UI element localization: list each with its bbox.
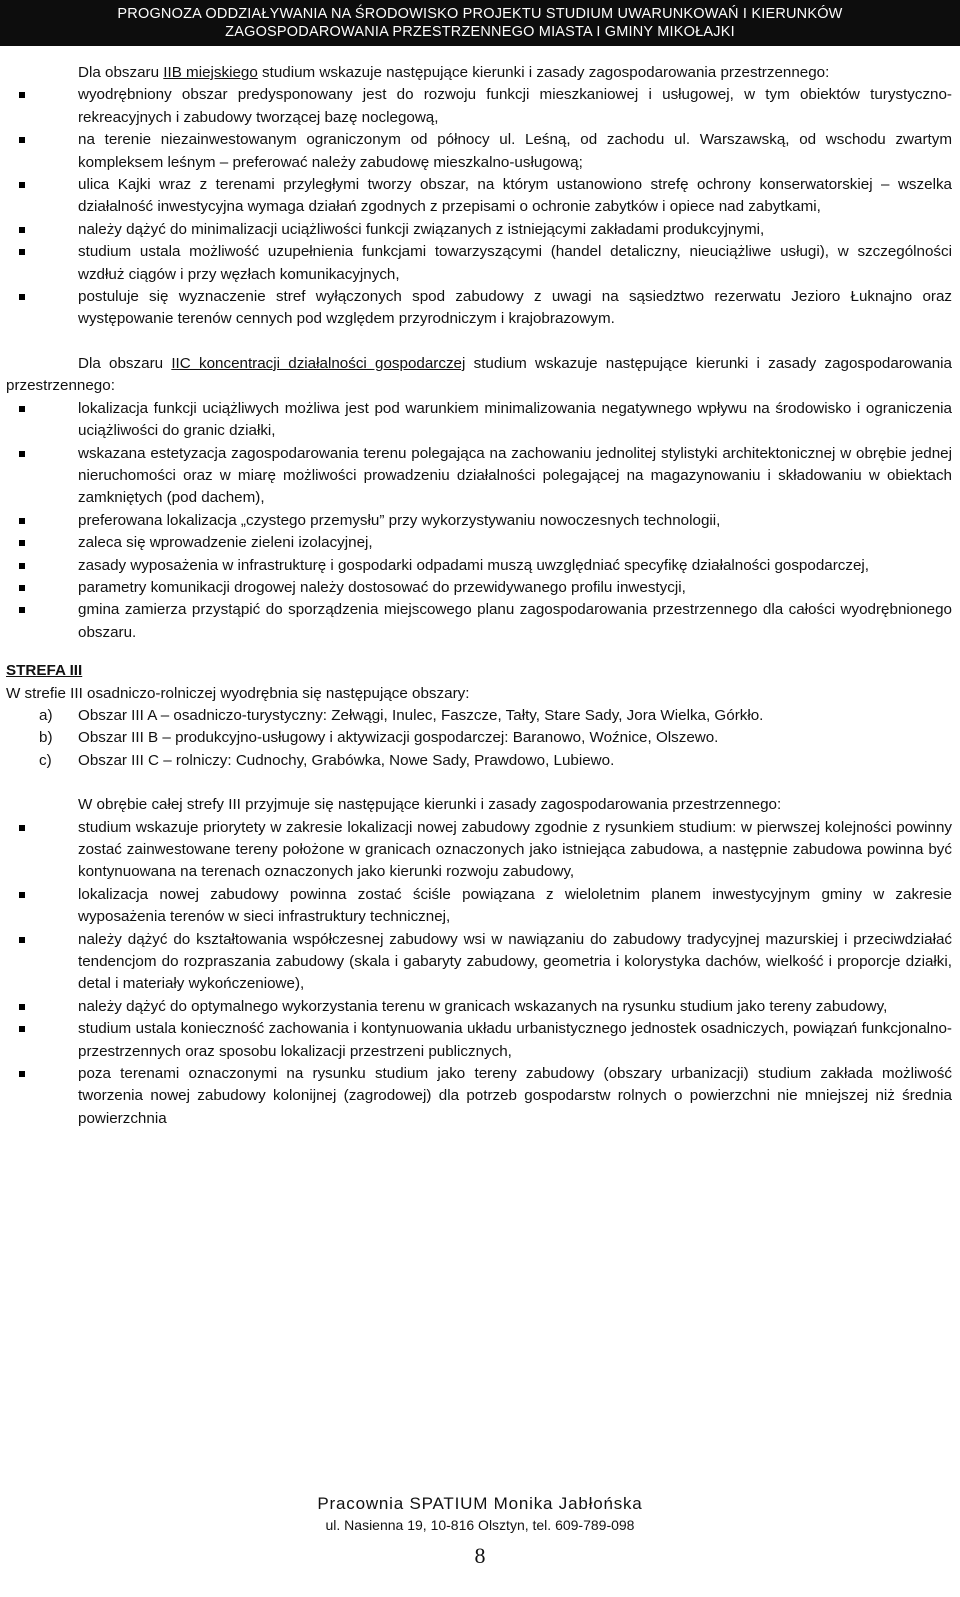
iib-lead: Dla obszaru xyxy=(78,64,164,81)
iic-area-name: IIC koncentracji działalności gospodarczej xyxy=(171,354,466,372)
spacer xyxy=(6,644,952,660)
list-item xyxy=(39,705,952,727)
strefa-area-list xyxy=(6,705,952,772)
list-marker: b) xyxy=(39,729,53,747)
iic-lead: Dla obszaru xyxy=(78,354,172,372)
list-item: lokalizacja nowej zabudowy powinna zostać ściśle powiązana z wieloletnim planem inwestycyjnym gminy w zakresie wyposażenia terenów w sieci infrastruktury technicznej, xyxy=(78,884,952,929)
iic-intro xyxy=(6,353,952,398)
list-item: zasady wyposażenia w infrastrukturę i gospodarki odpadami muszą uwzględniać specyfikę działalności gospodarczej, xyxy=(78,555,952,577)
list-item: zaleca się wprowadzenie zieleni izolacyjnej, xyxy=(78,532,952,554)
iib-area-name: IIB miejskiego xyxy=(163,64,258,81)
list-item: należy dążyć do minimalizacji uciążliwości funkcji związanych z istniejącymi zakładami produkcyjnymi, xyxy=(78,219,952,241)
list-item xyxy=(39,750,952,772)
iib-intro xyxy=(6,62,952,84)
strefa-bullet-list xyxy=(6,817,952,1131)
list-item: ulica Kajki wraz z terenami przyległymi tworzy obszar, na którym ustanowiono strefę ochrony konserwatorskiej – wszelka działalność inwestycyjna wymaga działań zgodnych z przepisami o ochronie zabytków i opiece nad zabytkami, xyxy=(78,174,952,219)
document-body xyxy=(6,62,952,1130)
list-item: preferowana lokalizacja „czystego przemysłu” przy wykorzystywaniu nowoczesnych technologii, xyxy=(78,510,952,532)
footer-company: Pracownia SPATIUM Monika Jabłońska xyxy=(317,1494,643,1513)
list-item-text: Obszar III C – rolniczy: Cudnochy, Grabówka, Nowe Sady, Prawdowo, Lubiewo. xyxy=(78,751,615,769)
list-item-text: Obszar III B – produkcyjno-usługowy i aktywizacji gospodarczej: Baranowo, Woźnice, Olszewo. xyxy=(78,729,719,747)
list-item xyxy=(39,727,952,749)
page-number: 8 xyxy=(474,1543,486,1568)
list-item: wyodrębniony obszar predysponowany jest do rozwoju funkcji mieszkaniowej i usługowej, w tym obiektów turystyczno-rekreacyjnych i zabudowy tworzącej bazę noclegową, xyxy=(78,84,952,129)
list-marker: c) xyxy=(39,751,52,769)
iib-bullet-list xyxy=(6,84,952,330)
list-item: należy dążyć do optymalnego wykorzystania terenu w granicach wskazanych na rysunku studium jako tereny zabudowy, xyxy=(78,996,952,1018)
spacer xyxy=(6,772,952,794)
iib-rest: studium wskazuje następujące kierunki i zasady zagospodarowania przestrzennego: xyxy=(257,64,830,81)
list-item: gmina zamierza przystąpić do sporządzenia miejscowego planu zagospodarowania przestrzennego dla całości wyodrębnionego obszaru. xyxy=(78,599,952,644)
document-footer xyxy=(0,1493,960,1569)
list-marker: a) xyxy=(39,706,53,724)
list-item: poza terenami oznaczonymi na rysunku studium jako tereny zabudowy (obszary urbanizacji) studium zakłada możliwość tworzenia nowej zabudowy kolonijnej (zagrodowej) dla potrzeb gospodarstw rolnych o powierzchni nie mniejszej niż średnia powierzchnia xyxy=(78,1063,952,1130)
iic-bullet-list xyxy=(6,398,952,644)
strefa-heading: STREFA III xyxy=(6,662,83,680)
header-line-2: ZAGOSPODAROWANIA PRZESTRZENNEGO MIASTA I GMINY MIKOŁAJKI xyxy=(225,24,735,40)
spacer xyxy=(6,331,952,353)
list-item: studium ustala konieczność zachowania i kontynuowania układu urbanistycznego jednostek osadniczych, powiązań funkcjonalno-przestrzennych oraz sposobu lokalizacji przestrzeni publicznych, xyxy=(78,1018,952,1063)
list-item: wskazana estetyzacja zagospodarowania terenu polegająca na zachowaniu jednolitej stylistyki architektonicznej w obrębie jednej nieruchomości oraz w miarę możliwości prowadzeniu działalności polegającej na magazynowaniu i składowaniu w obiektach zamkniętych (pod dachem), xyxy=(78,443,952,510)
header-line-1: PROGNOZA ODDZIAŁYWANIA NA ŚRODOWISKO PROJEKTU STUDIUM UWARUNKOWAŃ I KIERUNKÓW xyxy=(117,6,843,22)
strefa-paragraph: W obrębie całej strefy III przyjmuje się następujące kierunki i zasady zagospodarowania przestrzennego: xyxy=(78,796,782,814)
iic-rest: studium wskazuje następujące kierunki i zasady zagospodarowania przestrzennego: xyxy=(6,354,952,395)
footer-address: ul. Nasienna 19, 10-816 Olsztyn, tel. 609-789-098 xyxy=(325,1517,635,1533)
document-header xyxy=(0,0,960,46)
list-item: studium ustala możliwość uzupełnienia funkcjami towarzyszącymi (handel detaliczny, nieuciążliwe usługi), w szczególności wzdłuż ciągów i przy węzłach komunikacyjnych, xyxy=(78,241,952,286)
list-item: należy dążyć do kształtowania współczesnej zabudowy wsi w nawiązaniu do zabudowy tradycyjnej mazurskiej i przeciwdziałać tendencjom do rozpraszania zabudowy (skala i gabaryty zabudowy, geometria i kolorystyka dachów, wielkość i proporcje działki, detal i materiały wykończeniowe), xyxy=(78,929,952,996)
list-item: parametry komunikacji drogowej należy dostosować do przewidywanego profilu inwestycji, xyxy=(78,577,952,599)
list-item: lokalizacja funkcji uciążliwych możliwa jest pod warunkiem minimalizowania negatywnego wpływu na środowisko i ograniczenia uciążliwości do granic działki, xyxy=(78,398,952,443)
list-item: na terenie niezainwestowanym ograniczonym od północy ul. Leśną, od zachodu ul. Warszawską, od wschodu zwartym kompleksem leśnym – preferować należy zabudowę mieszkalno-usługową; xyxy=(78,129,952,174)
list-item: studium wskazuje priorytety w zakresie lokalizacji nowej zabudowy zgodnie z rysunkiem studium: w pierwszej kolejności powinny zostać zainwestowane tereny położone w granicach oznaczonych jako istniejąca zabudowa, a następnie zabudowa powinna być kontynuowana na terenach oznaczonych jako kierunki rozwoju zabudowy, xyxy=(78,817,952,884)
strefa-intro: W strefie III osadniczo-rolniczej wyodrębnia się następujące obszary: xyxy=(6,684,470,702)
list-item: postuluje się wyznaczenie stref wyłączonych spod zabudowy z uwagi na sąsiedztwo rezerwatu Jezioro Łuknajno oraz występowanie terenów cennych pod względem przyrodniczym i krajobrazowym. xyxy=(78,286,952,331)
list-item-text: Obszar III A – osadniczo-turystyczny: Zełwągi, Inulec, Faszcze, Tałty, Stare Sady, Jora Wielka, Górkło. xyxy=(78,706,764,724)
